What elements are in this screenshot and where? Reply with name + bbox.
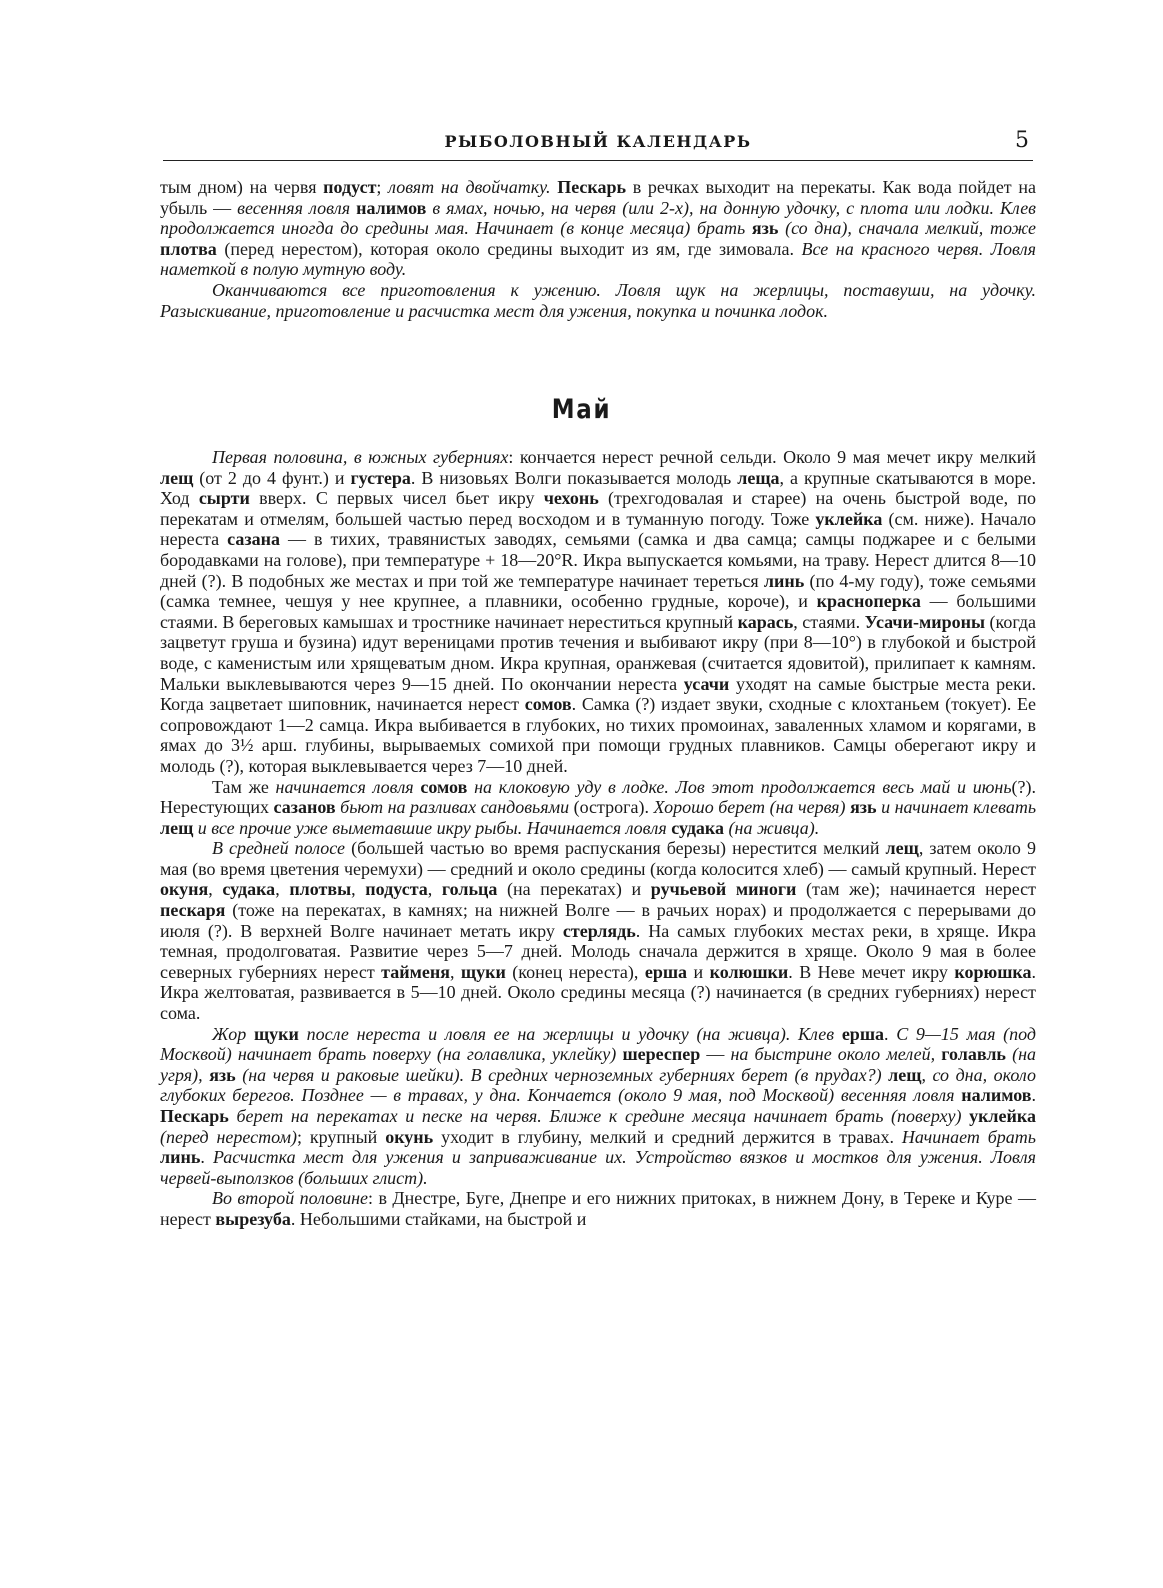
text-run: , а крупные скатываются в море. Ход: [160, 467, 1036, 509]
bold-term: щуки: [460, 961, 506, 982]
bold-term: ерша: [644, 961, 688, 982]
bold-term: Пескарь: [160, 1106, 229, 1126]
text-run: (на перекатах) и: [497, 879, 651, 900]
bold-term: уклейка: [969, 1106, 1036, 1126]
bold-term: язь: [850, 797, 877, 818]
italic-text: и начинает клевать: [881, 797, 1037, 818]
bold-term: сомов: [420, 776, 468, 797]
italic-text: (на червя и раковые шейки). В средних черноземных губерниях берет (в прудах?): [242, 1064, 882, 1085]
bold-term: линь: [763, 570, 805, 591]
text-run: ,: [921, 1064, 933, 1085]
bold-term: Усачи-мироны: [864, 611, 986, 632]
italic-text: Во второй половине: [212, 1188, 369, 1209]
italic-text: в ямах, ночью, на червя (или 2-х), на донную удочку, с плота или лодки. Клев продолжается иногда до средины мая. Начинает (в конце месяца) брать: [160, 197, 1036, 239]
top-text-block: [160, 177, 1036, 321]
italic-text: Расчистка мест для ужения и заприваживание их. Устройство вязков и мостков для ужения. Ловля червей-выползков (больших глист).: [160, 1147, 1037, 1188]
bold-term: корюшка: [954, 961, 1032, 982]
bold-term: судака: [222, 879, 276, 900]
italic-text: (на угря),: [160, 1044, 1037, 1085]
text-run: .: [1031, 1085, 1036, 1106]
text-run: [745, 218, 752, 238]
text-run: [246, 1024, 254, 1044]
header-rule: [163, 160, 1033, 161]
italic-text: бьют на разливах сандовьями: [340, 797, 570, 818]
bold-term: пескаря: [160, 900, 226, 921]
bold-term: ручьевой миноги: [650, 879, 797, 900]
text-run: : в Днестре, Буге, Днепре и его нижних притоках, в нижнем Дону, в Тереке и Куре — нерест: [160, 1188, 1036, 1229]
bold-term: Пескарь: [557, 177, 627, 197]
bold-term: сырти: [198, 488, 250, 509]
italic-text: на быстрине около мелей,: [730, 1044, 936, 1065]
italic-text: (со дна), сначала мелкий, тоже: [785, 218, 1037, 239]
bold-term: вырезуба: [215, 1208, 291, 1229]
bold-term: леща: [737, 467, 780, 488]
text-run: , затем около 9 мая (во время цветения черемухи) — средний и около средины (когда колосится хлеб) — самый крупный. Нерест: [160, 838, 1036, 879]
bold-term: колюшки: [709, 961, 789, 982]
italic-text: Начинает брать: [901, 1126, 1036, 1147]
text-run: ,: [351, 879, 366, 900]
italic-text: на клоковую уду в лодке. Лов этот продолжается весь май и июнь: [474, 776, 1012, 797]
page-number: 5: [1015, 128, 1029, 153]
bold-term: окунь: [385, 1126, 434, 1147]
text-run: тым дном) на червя: [160, 177, 324, 197]
italic-text: Первая половина, в южных губерниях: [212, 447, 509, 467]
text-run: вверх. С первых чисел бьет икру: [249, 488, 544, 509]
italic-text: берет на перекатах и песке на червя. Ближе к средине месяца начинает брать (поверху): [236, 1106, 962, 1126]
bold-term: усачи: [683, 673, 730, 694]
section-title: Май: [551, 394, 612, 425]
text-run: . Небольшими стайками, на быстрой и: [290, 1208, 587, 1229]
text-run: . В низовьях Волги показывается молодь: [410, 467, 738, 488]
paragraph: [160, 838, 1036, 1023]
text-run: — в тихих, травянистых заводях, семьями (самка и два самца; самцы поджарее и с белыми бородавками на голове), при температуре + 18—20°R. Икра выпускается комьями, на траву. Нерест длится 8—10 дней (?). В подобных же местах и при той же температуре начинает тереться: [160, 529, 1036, 591]
text-run: Там же: [212, 776, 276, 797]
text-run: (от 2 до 4 фунт.) и: [193, 467, 351, 488]
bold-term: ерша: [841, 1023, 885, 1044]
italic-text: ловят на двойчатку.: [388, 177, 551, 197]
text-run: (см. ниже). Начало нереста: [160, 508, 1036, 550]
italic-text: Хорошо берет (на червя): [653, 797, 846, 818]
text-run: уходит в глубину, мелкий и средний держится в травах.: [433, 1126, 902, 1147]
bold-term: густера: [350, 467, 411, 488]
bold-term: шереспер: [622, 1044, 701, 1065]
text-run: уходят на самые быстрые места реки. Когда зацветает шиповник, начинается нерест: [160, 673, 1036, 715]
text-run: [834, 1024, 842, 1044]
bold-term: карась: [737, 611, 794, 632]
text-run: (трехгодовалая и старее) на очень быстрой воде, по перекатам и отмелям, большей частью перед восходом и в туманную погоду. Тоже: [160, 488, 1036, 529]
text-run: . Самка (?) издает звуки, сходные с клохтаньем (токует). Ее сопровождают 1—2 самца. Икра выбивается в глубоких, но тихих промоинах, заваленных хламом и корягами, в ямах до 3½ арш. глубины, вырываемых сомихой при помощи грудных плавников. Самцы оберегают икру и молодь (?), которая выклевывается через 7—10 дней.: [160, 694, 1036, 776]
bold-term: щуки: [253, 1023, 299, 1044]
bold-term: тайменя: [381, 961, 450, 982]
bold-term: линь: [160, 1147, 201, 1168]
bold-term: стерлядь: [562, 920, 636, 941]
italic-text: (на живца).: [728, 817, 820, 838]
text-run: (тоже на перекатах, в камнях; на нижней Волге — в рачьих норах) и продолжается с перерывами до июля (?). В верхней Волге начинает метать икру: [160, 900, 1036, 941]
text-run: (перед нерестом), которая около средины выходит из ям, где зимовала.: [216, 238, 802, 259]
text-run: (конец нереста),: [505, 961, 645, 982]
italic-text: С 9—15 мая (под Москвой) начинает брать поверху (на голавлика, уклейку): [160, 1023, 1037, 1065]
text-run: [961, 1106, 969, 1126]
bold-term: язь: [751, 218, 779, 239]
bold-term: лещ: [160, 467, 194, 488]
bold-term: язь: [209, 1064, 236, 1085]
bold-term: лещ: [888, 1064, 922, 1085]
italic-text: со дна, около глубоких берегов. Позднее — в травах, у дна. Кончается (около 9 мая, под Москвой) весенняя ловля: [160, 1064, 1037, 1106]
bold-term: сазанов: [273, 797, 336, 818]
italic-text: после нереста и ловля ее на жерлицы и удочку (на живца). Клев: [306, 1023, 835, 1044]
paragraph: [160, 280, 1036, 321]
text-run: — большими стаями. В береговых камышах и тростнике начинает нереститься крупный: [160, 591, 1036, 632]
text-run: ,: [427, 879, 442, 900]
running-title: РЫБОЛОВНЫЙ КАЛЕНДАРЬ: [444, 132, 752, 151]
bold-term: красноперка: [816, 591, 921, 612]
italic-text: Жор: [212, 1023, 247, 1044]
bold-term: сомов: [524, 694, 572, 715]
italic-text: Все на красного червя. Ловля наметкой в полую мутную воду.: [160, 238, 1036, 280]
text-run: (острога).: [569, 797, 654, 818]
main-text-block: [160, 447, 1036, 1230]
bold-term: окуня: [160, 879, 209, 900]
bold-term: плотва: [160, 238, 217, 259]
text-run: в речках выходит на перекаты. Как вода пойдет на убыль —: [160, 177, 1036, 218]
bold-term: чехонь: [543, 488, 599, 509]
italic-text: весенняя ловля: [237, 197, 351, 218]
bold-term: голавль: [941, 1044, 1006, 1065]
bold-term: судака: [671, 817, 725, 838]
text-run: и: [687, 961, 710, 982]
text-run: —: [700, 1044, 731, 1065]
bold-term: уклейка: [815, 508, 883, 529]
bold-term: налимов: [356, 197, 427, 218]
text-run: ; крупный: [296, 1126, 386, 1147]
paragraph: [160, 1188, 1036, 1229]
bold-term: сазана: [227, 529, 280, 550]
text-run: ,: [275, 879, 290, 900]
paragraph: [160, 777, 1036, 839]
text-run: ,: [208, 879, 223, 900]
bold-term: подуста: [365, 879, 428, 900]
text-run: ;: [376, 177, 389, 197]
text-run: [299, 1024, 307, 1044]
paragraph: [160, 1024, 1036, 1189]
bold-term: лещ: [885, 838, 919, 859]
italic-text: и все прочие уже выметавшие икру рыбы. Начинается ловля: [197, 817, 667, 838]
italic-text: Оканчиваются все приготовления к ужению. Ловля щук на жерлицы, поставуши, на удочку. Разыскивание, приготовление и расчистка мест для ужения, покупка и починка лодок.: [160, 279, 1036, 321]
paragraph: [160, 447, 1036, 777]
bold-term: плотвы: [289, 879, 352, 900]
text-run: (?). Нерестующих: [160, 776, 1037, 818]
text-run: .: [884, 1023, 897, 1044]
italic-text: В средней полосе: [212, 838, 346, 859]
paragraph: [160, 177, 1036, 280]
bold-term: лещ: [160, 817, 194, 838]
text-run: . Икра желтоватая, развивается в 5—10 дней. Около средины месяца (?) начинается (в средних губерниях) нерест сома.: [160, 961, 1037, 1024]
text-run: (там же); начинается нерест: [796, 879, 1036, 900]
text-run: . На самых глубоких местах реки, в хряще. Икра темная, продолговатая. Развитие через 5—7 дней. Молодь сначала держится в хряще. Около 9 мая в более северных губерниях нерест: [160, 920, 1036, 982]
text-run: .: [200, 1147, 213, 1168]
text-run: (когда зацветут груша и бузина) идут вереницами против течения и выбивают икру (при 8—10°) в глубокой и быстрой воде, с каменистым или хрящеватым дном. Икра крупная, оранжевая (считается ядовитой), прилипает к камням. Мальки выклевываются через 9—15 дней. По окончании нереста: [160, 611, 1036, 694]
text-run: ,: [449, 961, 461, 982]
italic-text: (перед нерестом): [160, 1126, 297, 1147]
text-run: . В Неве мечет икру: [788, 961, 955, 982]
bold-term: гольца: [441, 879, 498, 900]
text-run: , стаями.: [793, 611, 865, 632]
text-run: (большей частью во время распускания березы) нерестится мелкий: [345, 838, 886, 859]
italic-text: начинается ловля: [275, 776, 414, 797]
bold-term: налимов: [961, 1085, 1032, 1106]
running-head: [163, 128, 1033, 156]
text-run: : кончается нерест речной сельди. Около 9 мая мечет икру мелкий: [508, 447, 1036, 467]
bold-term: подуст: [323, 177, 377, 197]
text-run: (по 4-му году), тоже семьями (самка темнее, чешуя у нее крупнее, а плавники, особенно грудные, короче), и: [160, 570, 1036, 612]
